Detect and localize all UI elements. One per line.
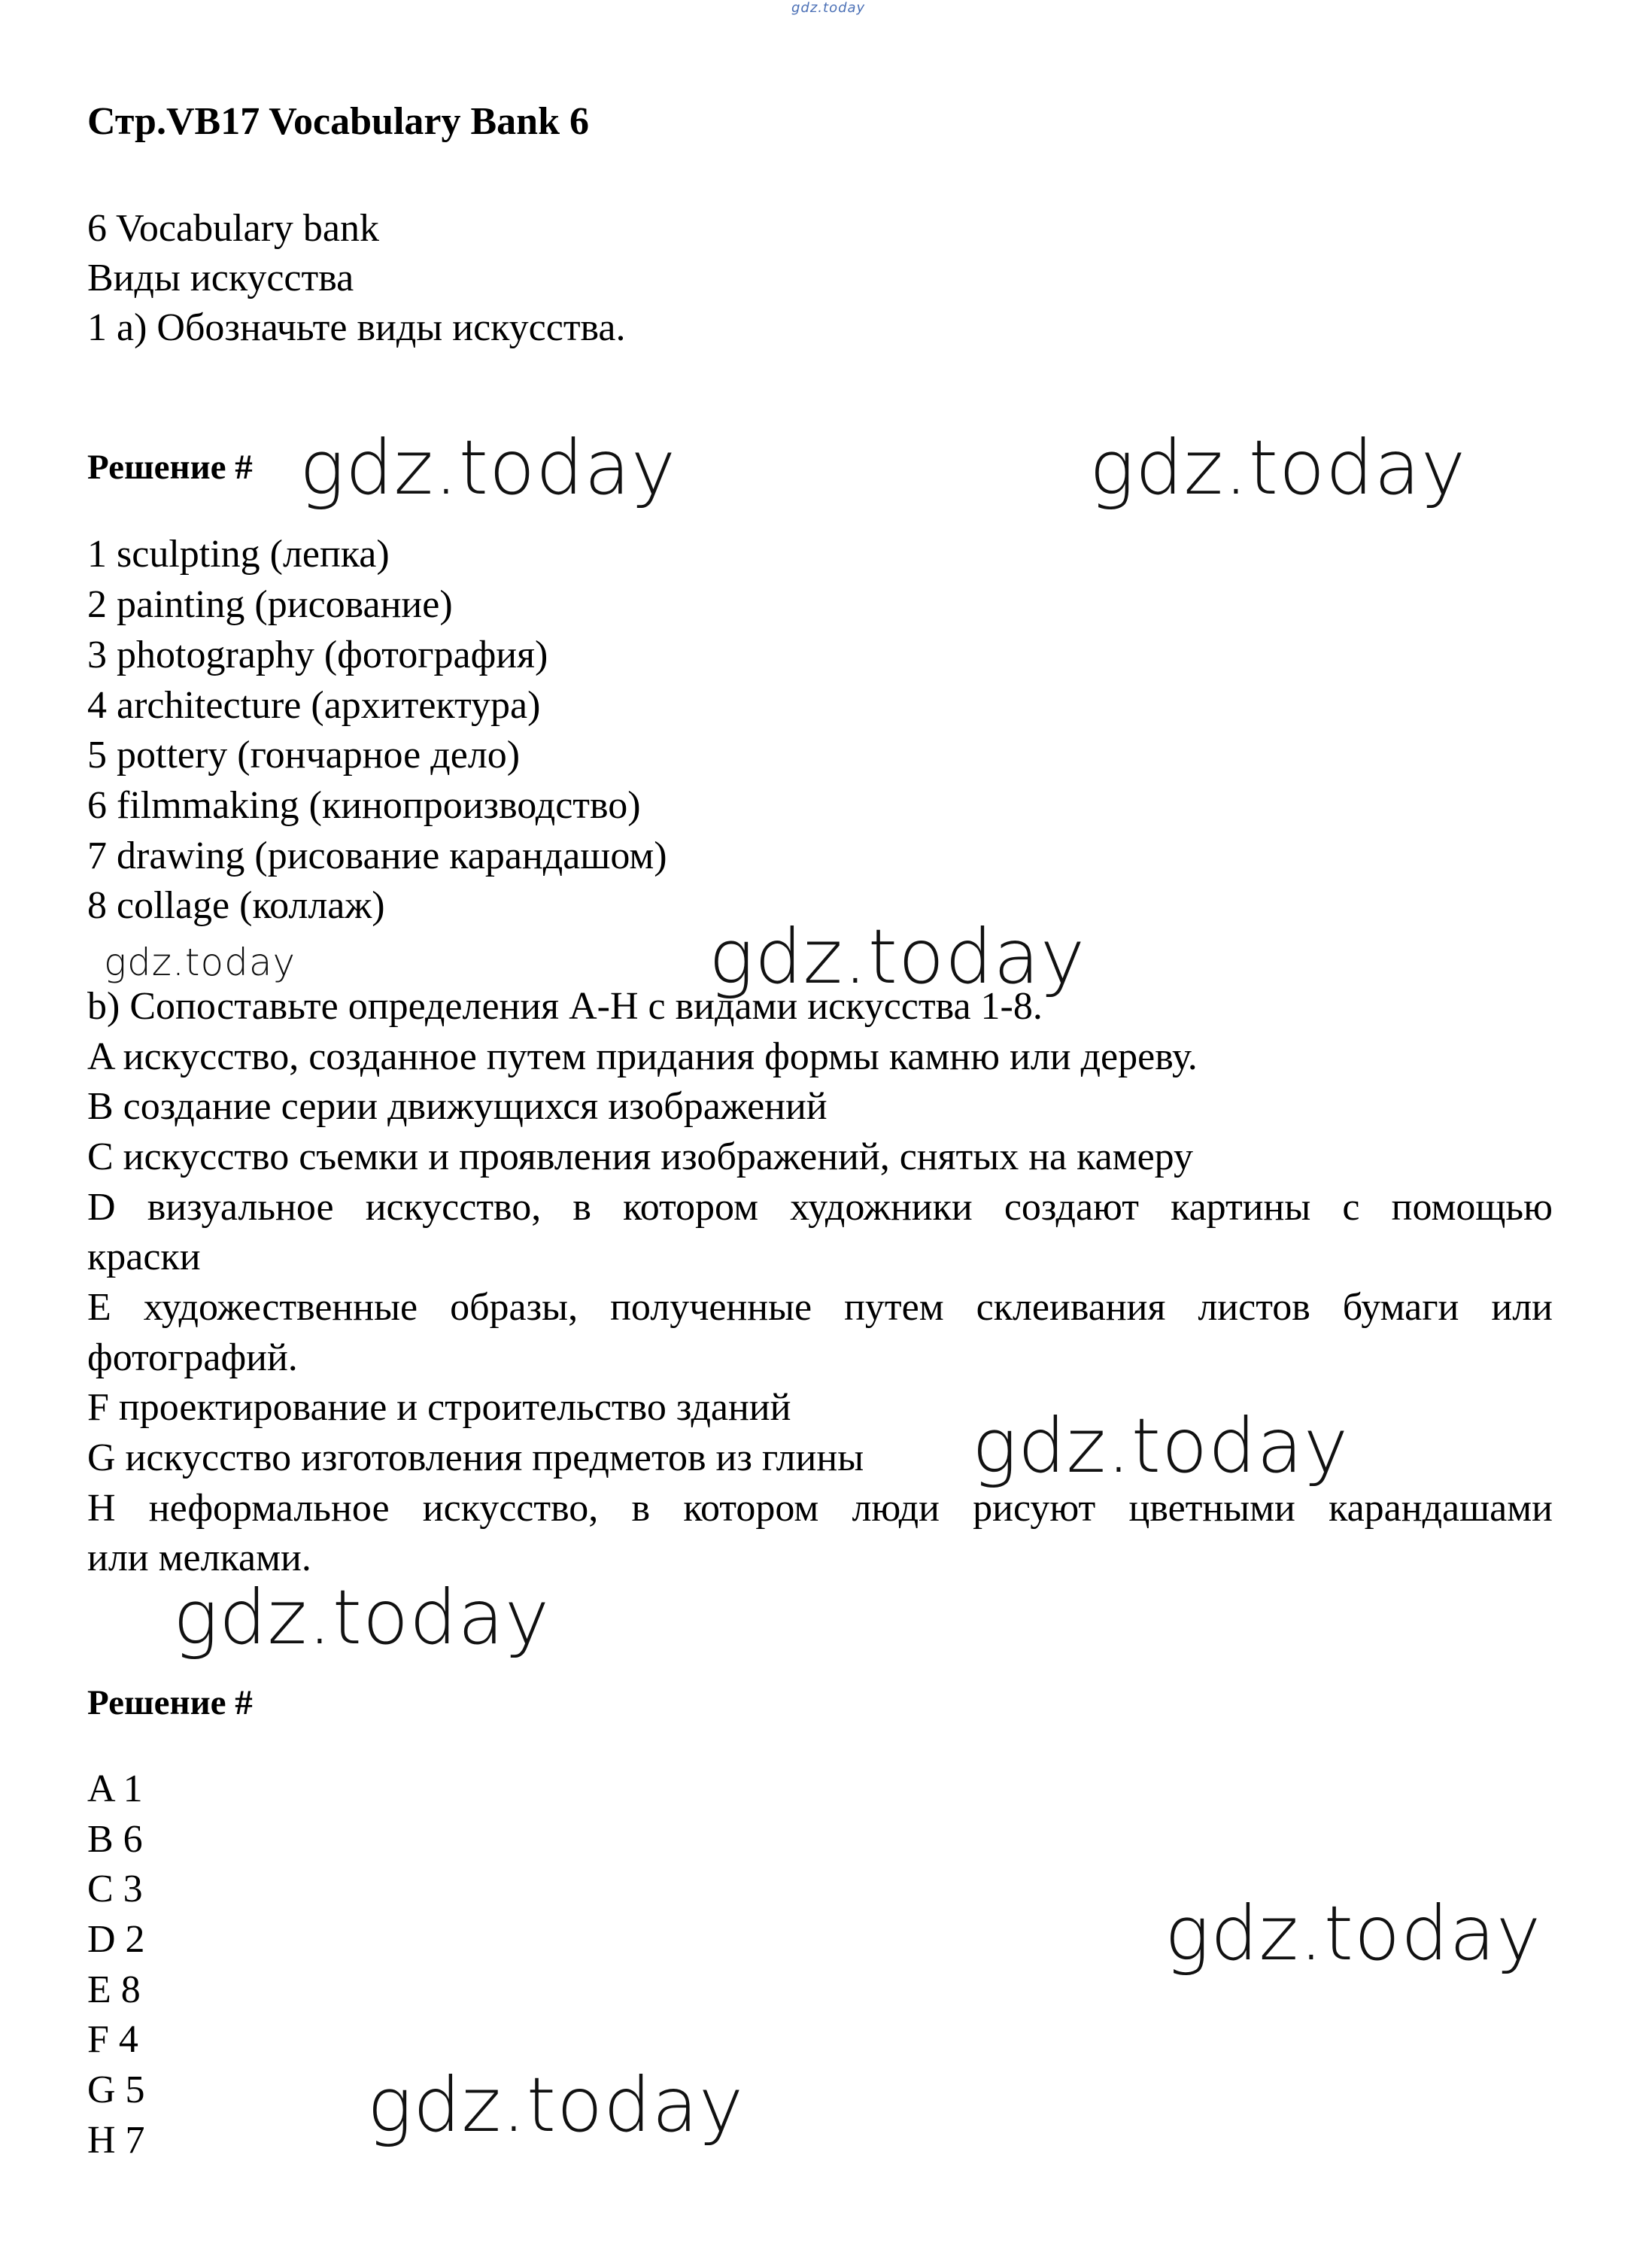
definition-d-line2: краски <box>87 1235 201 1278</box>
list-item: 6 filmmaking (кинопроизводство) <box>87 784 641 827</box>
watermark: gdz.today <box>367 2061 745 2149</box>
definition-h-line2: или мелками. <box>87 1536 311 1579</box>
list-item: 8 collage (коллаж) <box>87 884 385 927</box>
list-item: 4 architecture (архитектура) <box>87 684 541 727</box>
solution-label-a: Решение # <box>87 448 253 487</box>
section-subheading: Виды искусства <box>87 257 354 299</box>
task-a-instruction: 1 a) Обозначьте виды искусства. <box>87 306 626 349</box>
definition-a: A искусство, созданное путем придания формы камню или дереву. <box>87 1035 1198 1078</box>
list-item: H 7 <box>87 2119 145 2162</box>
task-b-instruction: b) Сопоставьте определения A-H с видами искусства 1-8. <box>87 985 1043 1028</box>
list-item: 5 pottery (гончарное дело) <box>87 734 521 777</box>
definition-h-line1: H неформальное искусство, в котором люди рисуют цветными карандашами <box>87 1487 1553 1530</box>
list-item: 1 sculpting (лепка) <box>87 533 390 576</box>
list-item: 2 painting (рисование) <box>87 583 453 626</box>
watermark: gdz.today <box>1089 424 1467 512</box>
watermark: gdz.today <box>104 941 296 984</box>
watermark: gdz.today <box>173 1573 551 1661</box>
definition-e-line2: фотографий. <box>87 1336 298 1379</box>
watermark: gdz.today <box>299 424 677 512</box>
watermark: gdz.today <box>709 913 1086 1001</box>
list-item: D 2 <box>87 1918 145 1961</box>
list-item: 7 drawing (рисование карандашом) <box>87 834 667 877</box>
top-watermark: gdz.today <box>791 0 866 16</box>
list-item: 3 photography (фотография) <box>87 634 548 676</box>
definition-g: G искусство изготовления предметов из глины <box>87 1436 864 1479</box>
definition-e-line1: E художественные образы, полученные путем склеивания листов бумаги или <box>87 1286 1553 1329</box>
definition-f: F проектирование и строительство зданий <box>87 1386 791 1429</box>
list-item: B 6 <box>87 1818 143 1861</box>
section-heading: 6 Vocabulary bank <box>87 207 379 250</box>
page-title: Стр.VB17 Vocabulary Bank 6 <box>87 100 590 143</box>
list-item: G 5 <box>87 2068 145 2111</box>
watermark: gdz.today <box>972 1402 1350 1490</box>
definition-b: B создание серии движущихся изображений <box>87 1085 828 1128</box>
list-item: C 3 <box>87 1868 143 1910</box>
definition-d-line1: D визуальное искусство, в котором художники создают картины с помощью <box>87 1186 1553 1229</box>
definition-c: C искусство съемки и проявления изображений, снятых на камеру <box>87 1135 1193 1178</box>
list-item: A 1 <box>87 1767 143 1810</box>
list-item: E 8 <box>87 1968 141 2011</box>
list-item: F 4 <box>87 2018 138 2061</box>
solution-label-b: Решение # <box>87 1683 253 1722</box>
watermark: gdz.today <box>1165 1889 1542 1977</box>
